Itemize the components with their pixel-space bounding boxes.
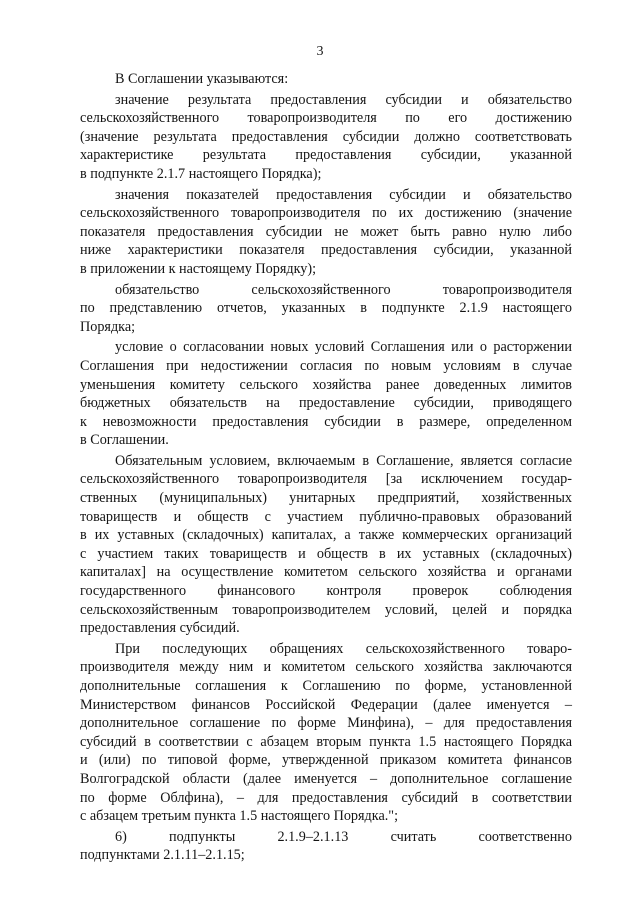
text-line: обязательство сельскохозяйственного товаропроизводителя bbox=[115, 281, 572, 298]
text-line: в подпункте 2.1.7 настоящего Порядка); bbox=[80, 165, 322, 182]
paragraph bbox=[80, 828, 572, 865]
paragraph bbox=[80, 338, 572, 450]
text-line: к невозможности предоставления субсидии в размере, определенном bbox=[80, 413, 572, 430]
text-line: бюджетных обязательств на предоставление субсидии, приводящего bbox=[80, 395, 572, 412]
text-line: с абзацем третьим пункта 1.5 настоящего Порядка."; bbox=[80, 808, 399, 825]
text-line: Порядка; bbox=[80, 318, 136, 335]
paragraph bbox=[80, 452, 572, 638]
text-line: товариществ и обществ с участием публично-правовых образований bbox=[80, 508, 572, 525]
text-line: значение результата предоставления субсидии и обязательство bbox=[115, 91, 572, 108]
text-line: по представлению отчетов, указанных в подпункте 2.1.9 настоящего bbox=[80, 300, 572, 317]
text-line: уменьшения комитету сельского хозяйства ранее доведенных лимитов bbox=[80, 376, 572, 393]
text-line: капиталах] на осуществление комитетом сельского хозяйства и органами bbox=[80, 564, 572, 581]
paragraph bbox=[80, 91, 572, 184]
text-line: (значение результата предоставления субсидии должно соответствовать bbox=[80, 128, 572, 145]
text-line: предоставления субсидий. bbox=[80, 620, 240, 637]
text-line: характеристике результата предоставления субсидии, указанной bbox=[80, 147, 572, 164]
text-line: сельскохозяйственного товаропроизводителя по их достижению (значение bbox=[80, 205, 572, 222]
text-line: в Соглашении. bbox=[80, 432, 169, 449]
text-line: по форме Облфина), – для предоставления субсидий в соответствии bbox=[80, 789, 572, 806]
text-line: производителя между ним и комитетом сельского хозяйства заключаются bbox=[80, 659, 572, 676]
text-line: в их уставных (складочных) капиталах, а также коммерческих организаций bbox=[80, 527, 572, 544]
text-line: показателя предоставления субсидии не может быть равно нулю либо bbox=[80, 223, 572, 240]
page-number: 3 bbox=[316, 44, 324, 59]
document-body bbox=[80, 70, 572, 865]
text-line: При последующих обращениях сельскохозяйственного товаро- bbox=[115, 640, 572, 657]
text-line: Министерством финансов Российской Федерации (далее именуется – bbox=[80, 696, 572, 713]
text-line: В Соглашении указываются: bbox=[115, 71, 289, 87]
text-line: ниже характеристики показателя предоставления субсидии, указанной bbox=[80, 242, 572, 259]
paragraph bbox=[80, 281, 572, 337]
paragraph bbox=[80, 70, 572, 89]
text-line: сельскохозяйственным товаропроизводителем условий, целей и порядка bbox=[80, 601, 572, 618]
text-line: условие о согласовании новых условий Соглашения или о расторжении bbox=[115, 339, 572, 356]
text-line: в приложении к настоящему Порядку); bbox=[80, 260, 317, 277]
text-line: и (или) по типовой форме, утвержденной приказом комитета финансов bbox=[80, 752, 572, 769]
text-line: с участием таких товариществ и обществ в их уставных (складочных) bbox=[80, 545, 572, 562]
text-line: Обязательным условием, включаемым в Соглашение, является согласие bbox=[115, 452, 572, 469]
text-line: сельскохозяйственного товаропроизводителя [за исключением государ- bbox=[80, 471, 572, 488]
text-line: 6) подпункты 2.1.9–2.1.13 считать соответственно bbox=[115, 828, 572, 845]
text-line: подпунктами 2.1.11–2.1.15; bbox=[80, 847, 245, 864]
text-line: дополнительное соглашение по форме Минфина), – для предоставления bbox=[80, 715, 572, 732]
text-line: Волгоградской области (далее именуется – дополнительное соглашение bbox=[80, 770, 572, 787]
text-line: государственного финансового контроля проверок соблюдения bbox=[80, 583, 572, 600]
text-line: субсидий в соответствии с абзацем вторым пункта 1.5 настоящего Порядка bbox=[80, 733, 572, 750]
text-line: ственных (муниципальных) унитарных предприятий, хозяйственных bbox=[80, 490, 572, 507]
text-line: значения показателей предоставления субсидии и обязательство bbox=[115, 186, 572, 203]
text-line: дополнительные соглашения к Соглашению по форме, установленной bbox=[80, 678, 572, 694]
text-line: Соглашения при недостижении согласия по новым условиям в случае bbox=[80, 357, 572, 374]
text-line: сельскохозяйственного товаропроизводителя по его достижению bbox=[80, 110, 572, 127]
paragraph bbox=[80, 640, 572, 826]
paragraph bbox=[80, 186, 572, 279]
